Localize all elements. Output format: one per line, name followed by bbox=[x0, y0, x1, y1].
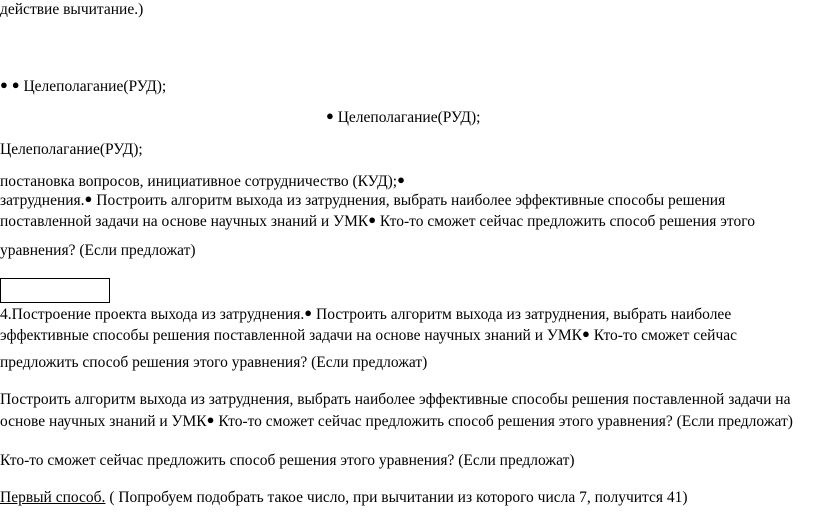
text-content: Целеполагание(РУД); bbox=[337, 109, 481, 126]
text-content: предложить способ решения этого уравнения? (Если предложат) bbox=[0, 354, 428, 371]
text-content: Построить алгоритм выхода из затруднения, выбрать наиболее bbox=[312, 306, 732, 323]
text-content: Построить алгоритм выхода из затруднения, выбрать наиболее эффективные способы решения поставленной задачи на bbox=[0, 391, 791, 408]
bullet-icon: ● bbox=[581, 326, 590, 341]
text-content: 4.Построение проекта выхода из затруднения. bbox=[0, 306, 305, 323]
text-line-1 bbox=[0, 1, 143, 20]
text-content: ( Попробуем подобрать такое число, при вычитании из которого числа 7, получится 41) bbox=[105, 489, 688, 506]
text-content: уравнения? (Если предложат) bbox=[0, 242, 196, 259]
text-content: Кто-то сможет сейчас предложить способ решения этого уравнения? (Если предложат) bbox=[214, 413, 793, 430]
text-content: эффективные способы решения поставленной задачи на основе научных знаний и УМК bbox=[0, 327, 582, 344]
text-content: действие вычитание.) bbox=[0, 1, 144, 18]
text-line-9 bbox=[0, 306, 731, 325]
text-line-11 bbox=[0, 354, 427, 373]
text-content: Кто-то сможет сейчас предложить способ решения этого bbox=[376, 213, 755, 230]
text-content: Построить алгоритм выхода из затруднения, выбрать наиболее эффективные способы решения bbox=[92, 192, 726, 209]
bullet-icon: ● bbox=[368, 212, 377, 227]
text-content: постановка вопросов, инициативное сотрудничество (КУД); bbox=[0, 173, 398, 190]
bullet-icon: ● bbox=[0, 77, 8, 92]
text-line-12 bbox=[0, 391, 791, 410]
text-line-3 bbox=[326, 109, 480, 128]
bullet-icon: ● bbox=[326, 108, 334, 123]
bullet-icon: ● bbox=[397, 172, 405, 187]
text-line-4 bbox=[0, 141, 143, 160]
text-line-8 bbox=[0, 242, 196, 261]
bullet-icon: ● bbox=[84, 191, 93, 206]
first-method-label: Первый способ. bbox=[0, 489, 106, 506]
text-line-13 bbox=[0, 413, 793, 432]
text-line-6 bbox=[0, 192, 725, 211]
text-content: основе научных знаний и УМК bbox=[0, 413, 207, 430]
text-line-5 bbox=[0, 173, 405, 192]
text-line-15 bbox=[0, 489, 688, 508]
text-content: Целеполагание(РУД); bbox=[23, 78, 167, 95]
text-line-2 bbox=[0, 78, 166, 97]
bullet-icon: ● bbox=[11, 77, 20, 92]
bullet-icon: ● bbox=[206, 412, 215, 427]
text-line-14 bbox=[0, 452, 575, 471]
text-content: поставленной задачи на основе научных знаний и УМК bbox=[0, 213, 369, 230]
text-content: Кто-то сможет сейчас предложить способ решения этого уравнения? (Если предложат) bbox=[0, 452, 575, 469]
text-content: Целеполагание(РУД); bbox=[0, 141, 143, 158]
text-content: затруднения. bbox=[0, 192, 85, 209]
text-line-10 bbox=[0, 327, 737, 346]
empty-text-box bbox=[0, 278, 110, 303]
text-line-7 bbox=[0, 213, 755, 232]
bullet-icon: ● bbox=[304, 305, 313, 320]
text-content: Кто-то сможет сейчас bbox=[589, 327, 738, 344]
